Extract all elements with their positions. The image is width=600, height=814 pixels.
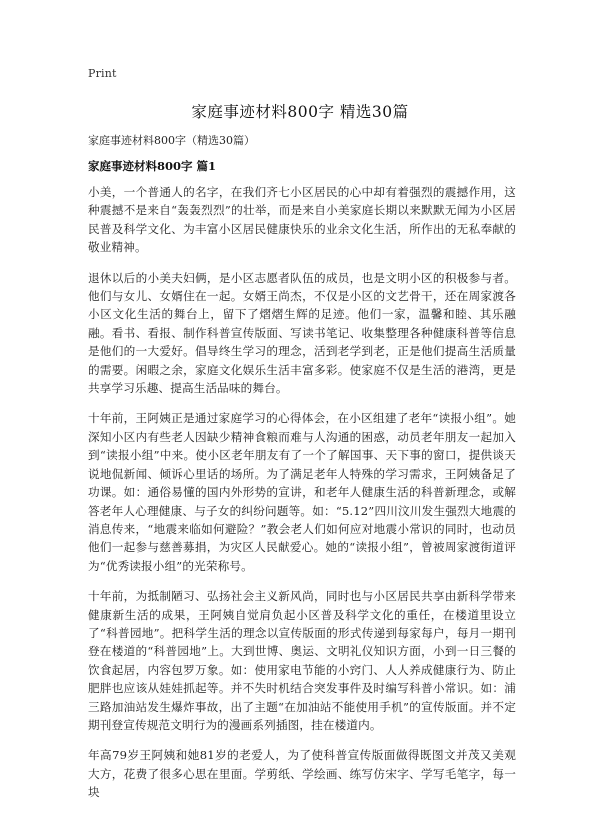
- print-label[interactable]: Print: [88, 67, 117, 80]
- paragraph-5: 年高79岁王阿姨和她81岁的老爱人，为了使科普宣传版面做得既图文并茂又美观大方，花费了很多心思在里面。学剪纸、学绘画、练写仿宋字、学写毛笔字，每一块: [88, 748, 516, 800]
- paragraph-2: 退休以后的小美夫妇俩，是小区志愿者队伍的成员，也是文明小区的积极参与者。他们与女儿、女婿住在一起。女婿王尚杰，不仅是小区的文艺骨干，还在周家渡各小区文化生活的舞台上，留下了熠熠生辉的足迹。他们一家，温馨和睦、其乐融融。看书、看报、制作科普宣传版面、写读书笔记、收集整理各种健康科普等信息是他们的一大爱好。倡导终生学习的理念，活到老学到老，正是他们提高生活质量的需要。闲暇之余，家庭文化娱乐生活丰富多彩。使家庭不仅是生活的港湾，更是共享学习乐趣、提高生活品味的舞台。: [88, 270, 516, 396]
- section-heading: 家庭事迹材料800字 篇1: [88, 159, 217, 173]
- paragraph-3: 十年前，王阿姨正是通过家庭学习的心得体会，在小区组建了老年“读报小组”。她深知小区内有些老人因缺少精神食粮而难与人沟通的困惑，动员老年朋友一起加入到“读报小组”中来。使小区老年朋友有了一个了解国事、天下事的窗口，提供谈天说地侃新闻、倾诉心里话的场所。为了满足老年人特殊的学习需求，王阿姨备足了功课。如：通俗易懂的国内外形势的宣讲，和老年人健康生活的科普新理念，或解答老年人心理健康、与子女的纠纷问题等。如：“5.12”四川汶川发生强烈大地震的消息传来，“地震来临如何避险？”教会老人们如何应对地震小常识的同时，也动员他们一起参与慈善募捐，为灾区人民献爱心。她的“读报小组”，曾被周家渡街道评为“优秀读报小组”的光荣称号。: [88, 411, 516, 573]
- document-subtitle: 家庭事迹材料800字（精选30篇）: [88, 134, 255, 147]
- paragraph-4: 十年前，为抵制陋习、弘扬社会主义新风尚，同时也与小区居民共享由新科学带来健康新生活的成果，王阿姨自觉肩负起小区普及科学文化的重任，在楼道里设立了“科普园地”。把科学生活的理念以宣传版面的形式传递到每家每户，每月一期刊登在楼道的“科普园地”上。大到世博、奥运、文明礼仪知识方面，小到一日三餐的饮食起居，内容包罗万象。如：使用家电节能的小窍门、人人养成健康行为、防止肥胖也应该从娃娃抓起等。并不失时机结合突发事件及时编写科普小常识。如：浦三路加油站发生爆炸事故，出了主题“在加油站不能使用手机”的宣传版面。并不定期刊登宣传规范文明行为的漫画系列插图，挂在楼道内。: [88, 589, 516, 732]
- paragraph-1: 小美，一个普通人的名字，在我们齐七小区居民的心中却有着强烈的震撼作用，这种震撼不是来自“轰轰烈烈”的壮举，而是来自小美家庭长期以来默默无闻为小区居民普及科学文化、为丰富小区居民健康快乐的业余文化生活，所作出的无私奉献的敬业精神。: [88, 185, 516, 255]
- document-title: 家庭事迹材料800字 精选30篇: [191, 103, 409, 121]
- body-text: [88, 183, 516, 814]
